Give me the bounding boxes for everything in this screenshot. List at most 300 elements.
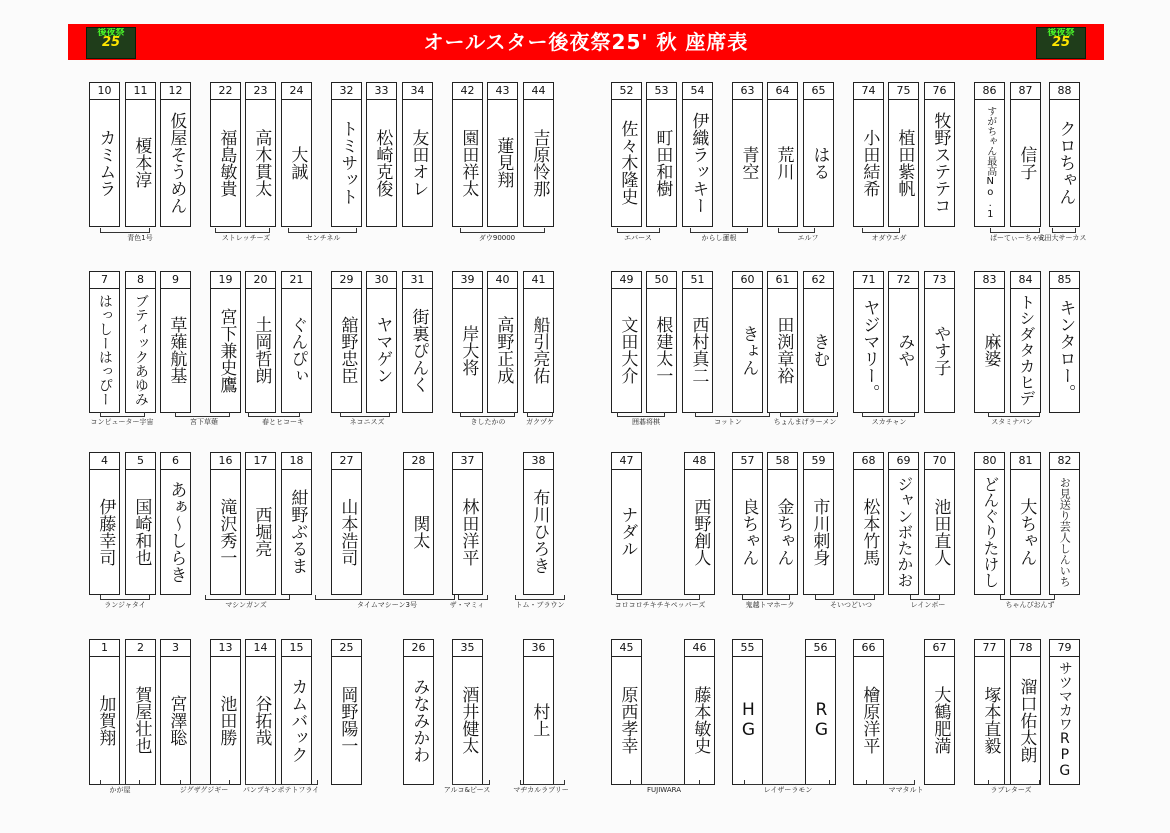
seat-number: 14 [246,640,275,657]
group-label: アルコ&ピース [443,786,491,794]
seat-number: 53 [647,83,676,100]
seat-name: 西堀亮 [251,506,272,557]
group-label: レインボー [910,601,946,609]
seat-name: 関太 [409,514,430,549]
seat-22 [210,82,241,227]
seat-67 [924,639,955,785]
seat-name: 松崎克俊 [372,128,393,197]
seat-37 [452,452,483,595]
group-label: 鬼越トマホーク [745,601,795,609]
seat-number: 43 [488,83,517,100]
seat-number: 1 [90,640,119,657]
seat-73 [924,271,955,413]
seat-number: 7 [90,272,119,289]
seat-number: 18 [282,453,311,470]
seat-68 [853,452,884,595]
seat-12 [160,82,191,227]
group-bracket [778,228,815,233]
seat-name: 酒井健太 [458,686,479,754]
seat-10 [89,82,120,227]
seat-number: 17 [246,453,275,470]
seat-name: 青空 [738,145,759,180]
seat-number: 58 [768,453,797,470]
seat-name: 松本竹馬 [859,497,880,566]
seat-number: 85 [1050,272,1079,289]
seat-number: 70 [925,453,954,470]
seat-15 [281,639,312,785]
group-label: ラブレターズ [990,786,1032,794]
seat-name: みなみかわ [409,677,430,763]
page-title: オールスター後夜祭25' 秋 座席表 [423,30,749,54]
group-label: かが屋 [109,786,131,794]
seat-number: 61 [768,272,797,289]
seat-number: 20 [246,272,275,289]
group-label: レイザーラモン [763,786,813,794]
seat-number: 87 [1011,83,1040,100]
group-label: オダウエダ [871,234,907,242]
seat-name: きょん [738,324,759,376]
seat-number: 59 [804,453,833,470]
seat-75 [888,82,919,227]
group-bracket [988,412,1040,417]
seat-number: 62 [804,272,833,289]
seat-number: 63 [733,83,762,100]
group-bracket [617,412,665,417]
seat-name: カムバック [287,677,308,763]
seat-35 [452,639,483,785]
seat-43 [487,82,518,227]
group-bracket [180,780,230,785]
seat-number: 29 [332,272,361,289]
group-label: マシンガンズ [225,601,267,609]
seat-number: 24 [282,83,311,100]
seat-number: 27 [332,453,361,470]
seat-number: 41 [524,272,553,289]
seat-number: 38 [524,453,553,470]
seat-name: 市川刺身 [809,497,830,566]
group-label: ザ・マミィ [449,601,485,609]
seat-20 [245,271,276,413]
seat-name: すがちゃん最高No.1 [984,105,996,220]
seat-number: 74 [854,83,883,100]
seat-name: ジャンボたかお [894,475,914,588]
event-logo: 後夜祭 25 [86,27,136,59]
seat-name: 賀屋壮也 [131,686,152,754]
group-bracket [527,412,553,417]
seat-63 [732,82,763,227]
group-bracket [100,228,150,233]
seat-44 [523,82,554,227]
seat-86 [974,82,1005,227]
seat-number: 82 [1050,453,1079,470]
group-label: スカチャン [871,418,907,426]
group-bracket [245,780,318,785]
seat-79 [1049,639,1080,785]
seat-number: 42 [453,83,482,100]
seat-name: クロちゃん [1055,120,1076,205]
group-bracket [630,780,700,785]
group-bracket [617,228,660,233]
seat-52 [611,82,642,227]
seat-number: 10 [90,83,119,100]
seat-31 [402,271,433,413]
seat-number: 12 [161,83,190,100]
group-label: ちょんまげラーメン [773,418,837,426]
seat-72 [888,271,919,413]
group-bracket [780,412,838,417]
group-label: FUJIWARA [647,786,681,794]
group-bracket [1052,228,1076,233]
seat-name: はっしーはっぴー [96,294,113,406]
group-bracket [866,780,915,785]
seat-name: 草薙航基 [166,316,187,384]
seat-38 [523,452,554,595]
seat-number: 28 [404,453,433,470]
seat-45 [611,639,642,785]
group-label: トム・ブラウン [515,601,565,609]
group-label: エルフ [797,234,819,242]
group-bracket [910,595,940,600]
seat-name: 土岡哲朗 [251,316,272,384]
seat-name: 小田結希 [859,128,880,197]
seat-name: 吉原怜那 [529,128,550,197]
seat-name: あぁ〜しらき [166,480,187,583]
seat-number: 8 [126,272,155,289]
seat-name: 仮屋そうめん [166,111,187,214]
seat-name: 福島敏貴 [216,128,237,197]
seat-name: 檜原洋平 [859,686,880,754]
seat-number: 11 [126,83,155,100]
seat-name: 大ちゃん [1016,497,1037,566]
seat-name: 船引亮佑 [529,316,550,384]
group-bracket [742,595,790,600]
seat-name: 荒川 [773,145,794,180]
seat-name: 高野正成 [493,316,514,384]
seat-78 [1010,639,1041,785]
seat-33 [366,82,397,227]
seat-name: 溜口佑太朗 [1016,677,1037,763]
group-label: 囲碁将棋 [632,418,660,426]
seat-number: 34 [403,83,432,100]
seat-name: 園田祥太 [458,128,479,197]
seat-74 [853,82,884,227]
seat-23 [245,82,276,227]
group-label: ダウ90000 [478,234,516,242]
seat-number: 4 [90,453,119,470]
seat-36 [523,639,554,785]
seat-64 [767,82,798,227]
seat-name: 伊織ラッキー [688,111,709,214]
seat-2 [125,639,156,785]
seat-number: 15 [282,640,311,657]
seat-number: 49 [612,272,641,289]
seat-number: 48 [685,453,714,470]
group-bracket [458,595,488,600]
seat-name: 布川ひろき [529,489,550,574]
group-bracket [315,595,455,600]
group-label: コットン [714,418,742,426]
seat-21 [281,271,312,413]
seat-name: サツマカワRPG [1056,661,1073,779]
seat-71 [853,271,884,413]
seat-name: 藤本敏史 [690,686,711,754]
seat-66 [853,639,884,785]
group-bracket [744,780,830,785]
seat-number: 80 [975,453,1004,470]
seat-name: ぐんぴぃ [287,316,308,384]
seat-number: 22 [211,83,240,100]
seat-name: やす子 [930,324,951,376]
seat-name: 根建太一 [652,316,673,384]
seat-name: 佐々木隆史 [617,120,638,205]
seat-name: 池田直人 [930,497,951,566]
seat-number: 2 [126,640,155,657]
seat-number: 40 [488,272,517,289]
group-label: 安田大サーカス [1037,234,1087,242]
seat-name: トミサット [337,120,358,205]
seat-name: ブティックあゆみ [132,294,149,406]
seat-number: 69 [889,453,918,470]
seat-87 [1010,82,1041,227]
seat-number: 57 [733,453,762,470]
seat-number: 35 [453,640,482,657]
seat-7 [89,271,120,413]
seat-number: 78 [1011,640,1040,657]
group-label: ネコニスズ [349,418,385,426]
seat-name: 滝沢秀一 [216,497,237,566]
group-label: ランジャタイ [104,601,146,609]
group-bracket [862,412,915,417]
seat-name: ナダル [617,506,638,557]
group-bracket [815,595,875,600]
seat-83 [974,271,1005,413]
group-bracket [1000,595,1055,600]
seat-name: キンタロー。 [1055,299,1076,401]
group-bracket [215,228,270,233]
seat-number: 46 [685,640,714,657]
group-label: そいつどいつ [830,601,872,609]
seat-11 [125,82,156,227]
seat-24 [281,82,312,227]
seat-57 [732,452,763,595]
group-label: コロコロチキチキペッパーズ [614,601,706,609]
seat-number: 51 [683,272,712,289]
seat-1 [89,639,120,785]
seat-34 [402,82,433,227]
seat-70 [924,452,955,595]
group-bracket [515,595,565,600]
seat-82 [1049,452,1080,595]
seat-name: お見送り芸人しんいち [1058,476,1072,587]
seat-number: 71 [854,272,883,289]
seat-name: 村上 [529,703,550,737]
group-label: ストレッチーズ [221,234,271,242]
seat-3 [160,639,191,785]
seat-number: 72 [889,272,918,289]
seat-28 [403,452,434,595]
seat-16 [210,452,241,595]
seat-name: 岸大将 [458,324,479,376]
seat-number: 16 [211,453,240,470]
seat-number: 60 [733,272,762,289]
seat-name: 宮下兼史鷹 [216,307,237,393]
seat-name: ヤジマリー。 [859,299,880,401]
seat-name: 麻婆 [980,333,1001,367]
seat-name: 岡野陽一 [337,686,358,754]
seat-number: 47 [612,453,641,470]
seat-name: どんぐりたけし [980,475,1000,588]
seat-name: ヤマゲン [372,316,393,384]
group-label: 宮下草薙 [190,418,218,426]
group-bracket [520,780,565,785]
group-bracket [340,412,390,417]
seat-name: 榎本淳 [131,137,152,188]
seat-name: 加賀翔 [95,694,116,746]
seat-number: 79 [1050,640,1079,657]
group-label: タイムマシーン3号 [356,601,418,609]
seat-name: 紺野ぶるま [287,489,308,574]
seat-76 [924,82,955,227]
seat-name: はる [809,145,830,180]
seat-name: 西野創人 [690,497,711,566]
seat-name: 植田紫帆 [894,128,915,197]
seat-name: 伊藤幸司 [95,497,116,566]
seat-50 [646,271,677,413]
seat-number: 54 [683,83,712,100]
group-bracket [988,780,1040,785]
group-label: ガクヅケ [526,418,554,426]
seat-name: 良ちゃん [738,497,759,566]
seat-61 [767,271,798,413]
seat-number: 50 [647,272,676,289]
seat-number: 76 [925,83,954,100]
seat-88 [1049,82,1080,227]
seat-number: 88 [1050,83,1079,100]
seat-number: 56 [806,640,835,657]
seat-name: 大鶴肥満 [930,686,951,754]
group-label: きしたかの [470,418,506,426]
seat-name: 山本浩司 [337,497,358,566]
seat-name: 文田大介 [617,316,638,384]
event-logo: 後夜祭 25 [1036,27,1086,59]
seat-number: 36 [524,640,553,657]
group-bracket [205,595,290,600]
seat-number: 5 [126,453,155,470]
group-bracket [288,228,357,233]
seat-84 [1010,271,1041,413]
seat-19 [210,271,241,413]
group-label: ぱーてぃーちゃん [990,234,1046,242]
group-bracket [862,228,900,233]
seat-54 [682,82,713,227]
seat-65 [803,82,834,227]
seat-85 [1049,271,1080,413]
seat-58 [767,452,798,595]
seat-name: 大誠 [287,145,308,180]
seat-80 [974,452,1005,595]
group-bracket [100,780,140,785]
seat-name: 信子 [1016,145,1037,180]
group-label: ジグザグジギー [179,786,229,794]
group-bracket [695,412,770,417]
group-label: コンピューター宇宙 [90,418,154,426]
seat-name: 街裏ぴんく [408,307,429,393]
seat-6 [160,452,191,595]
seat-32 [331,82,362,227]
seat-name: HG [738,700,759,740]
seat-number: 31 [403,272,432,289]
seat-8 [125,271,156,413]
seat-number: 66 [854,640,883,657]
seat-60 [732,271,763,413]
group-bracket [452,780,490,785]
seat-number: 25 [332,640,361,657]
seat-number: 26 [404,640,433,657]
seat-number: 84 [1011,272,1040,289]
seat-number: 37 [453,453,482,470]
title-banner [68,24,1104,60]
seat-number: 3 [161,640,190,657]
seat-name: 西村真二 [688,316,709,384]
seat-5 [125,452,156,595]
seat-number: 13 [211,640,240,657]
seat-name: カミムラ [95,128,116,197]
seat-name: 宮澤聡 [166,694,187,746]
group-label: スタミナパン [991,418,1033,426]
seat-number: 83 [975,272,1004,289]
seat-number: 65 [804,83,833,100]
seat-number: 44 [524,83,553,100]
seat-25 [331,639,362,785]
seat-name: 町田和樹 [652,128,673,197]
seat-name: 舘野忠臣 [337,316,358,384]
seat-29 [331,271,362,413]
group-bracket [460,228,545,233]
seat-name: 池田勝 [216,694,237,746]
seat-41 [523,271,554,413]
seat-name: きむ [809,333,830,367]
group-label: パンプキンポテトフライ [242,786,320,794]
seat-name: 谷拓哉 [251,694,272,746]
seat-name: 牧野ステテコ [930,111,951,214]
seat-number: 23 [246,83,275,100]
seat-name: 高木貫太 [251,128,272,197]
seat-56 [805,639,836,785]
group-bracket [617,595,700,600]
group-bracket [990,228,1040,233]
seat-number: 81 [1011,453,1040,470]
seat-name: 友田オレ [408,128,429,197]
seat-number: 67 [925,640,954,657]
seat-number: 55 [733,640,762,657]
seat-40 [487,271,518,413]
seat-number: 21 [282,272,311,289]
group-label: センチネル [305,234,341,242]
group-label: マヂカルラブリー [513,786,569,794]
group-bracket [100,595,150,600]
seat-name: トシダタカヒデ [1016,294,1036,406]
seat-name: 蓮見翔 [493,137,514,188]
seat-number: 30 [367,272,396,289]
seat-number: 68 [854,453,883,470]
seat-46 [684,639,715,785]
seat-14 [245,639,276,785]
seat-name: 国崎和也 [131,497,152,566]
seat-49 [611,271,642,413]
seat-number: 6 [161,453,190,470]
group-label: からし蓮根 [701,234,737,242]
seat-4 [89,452,120,595]
